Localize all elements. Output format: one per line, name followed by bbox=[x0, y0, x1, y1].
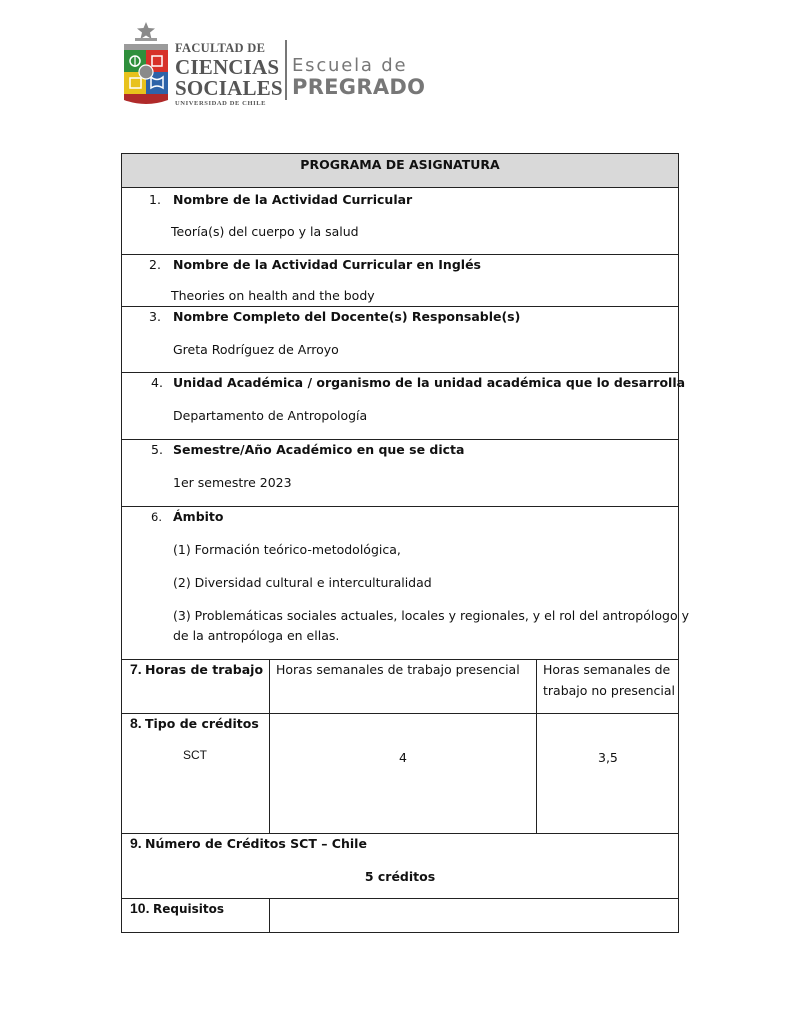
section-4-number: 4. bbox=[151, 375, 163, 390]
column-divider bbox=[536, 714, 537, 833]
section-10-row bbox=[122, 899, 678, 932]
table-title-row bbox=[122, 154, 678, 188]
program-table bbox=[121, 153, 689, 933]
section-5-number: 5. bbox=[151, 442, 163, 457]
section-2-number: 2. bbox=[149, 257, 161, 272]
section-8-row bbox=[122, 714, 678, 834]
section-7-row bbox=[122, 660, 678, 714]
section-2-value: Theories on health and the body bbox=[171, 288, 375, 303]
section-1-row bbox=[122, 188, 678, 255]
scope-item-2: (2) Diversidad cultural e interculturalidad bbox=[173, 575, 432, 590]
school-name bbox=[292, 57, 425, 98]
section-5-row bbox=[122, 440, 678, 507]
section-9-label: Número de Créditos SCT – Chile bbox=[145, 836, 367, 851]
section-4-value: Departamento de Antropología bbox=[173, 408, 368, 423]
scope-item-1: (1) Formación teórico-metodológica, bbox=[173, 542, 401, 557]
section-7-number: 7. bbox=[130, 661, 142, 677]
table-title: PROGRAMA DE ASIGNATURA bbox=[300, 157, 500, 172]
university-crest-icon bbox=[121, 20, 171, 106]
section-10-number: 10. bbox=[130, 900, 150, 916]
faculty-logo bbox=[121, 20, 441, 108]
section-2-row bbox=[122, 255, 678, 307]
hours-presencial-header: Horas semanales de trabajo presencial bbox=[276, 662, 520, 677]
school-name-line2: PREGRADO bbox=[292, 75, 426, 99]
section-8-number: 8. bbox=[130, 715, 142, 731]
section-6-number: 6. bbox=[151, 510, 162, 524]
section-1-number: 1. bbox=[149, 192, 161, 207]
faculty-name-line2: CIENCIAS bbox=[175, 54, 280, 79]
university-name: UNIVERSIDAD DE CHILE bbox=[175, 99, 267, 107]
section-10-label: Requisitos bbox=[153, 902, 225, 916]
section-1-value: Teoría(s) del cuerpo y la salud bbox=[171, 224, 359, 239]
section-3-number: 3. bbox=[149, 309, 161, 324]
section-7-label: Horas de trabajo bbox=[145, 662, 264, 677]
column-divider bbox=[269, 660, 270, 713]
faculty-name-line1: FACULTAD DE bbox=[175, 41, 266, 55]
logo-divider bbox=[285, 40, 287, 100]
column-divider bbox=[269, 714, 270, 833]
section-3-row bbox=[122, 307, 678, 373]
scope-item-3-line2: de la antropóloga en ellas. bbox=[173, 628, 340, 643]
section-4-label: Unidad Académica / organismo de la unidad académica que lo desarrolla bbox=[173, 375, 686, 390]
hours-no-presencial-header-line1: Horas semanales de bbox=[543, 662, 671, 677]
hours-no-presencial-value: 3,5 bbox=[598, 750, 618, 765]
section-9-number: 9. bbox=[130, 835, 142, 851]
section-6-label: Ámbito bbox=[173, 509, 224, 524]
section-1-label: Nombre de la Actividad Curricular bbox=[173, 192, 413, 207]
hours-no-presencial-header-line2: trabajo no presencial bbox=[543, 683, 676, 698]
section-6-row bbox=[122, 507, 689, 660]
column-divider bbox=[269, 899, 270, 932]
section-5-value: 1er semestre 2023 bbox=[173, 475, 292, 490]
section-3-value: Greta Rodríguez de Arroyo bbox=[173, 342, 339, 357]
scope-item-3-line1: (3) Problemáticas sociales actuales, locales y regionales, y el rol del antropólogo y bbox=[173, 608, 689, 623]
column-divider bbox=[536, 660, 537, 713]
faculty-name-line3: SOCIALES bbox=[175, 75, 283, 100]
section-4-row bbox=[122, 373, 686, 440]
section-8-label: Tipo de créditos bbox=[145, 716, 259, 731]
sct-credits-value: 5 créditos bbox=[364, 869, 436, 884]
credit-type-value: SCT bbox=[183, 748, 207, 762]
faculty-name bbox=[175, 42, 287, 107]
hours-presencial-value: 4 bbox=[399, 750, 407, 765]
section-9-row bbox=[122, 834, 678, 899]
section-3-label: Nombre Completo del Docente(s) Responsable(s) bbox=[173, 309, 521, 324]
section-2-label: Nombre de la Actividad Curricular en Inglés bbox=[173, 257, 481, 272]
section-5-label: Semestre/Año Académico en que se dicta bbox=[173, 442, 465, 457]
school-name-line1: Escuela de bbox=[292, 55, 408, 76]
